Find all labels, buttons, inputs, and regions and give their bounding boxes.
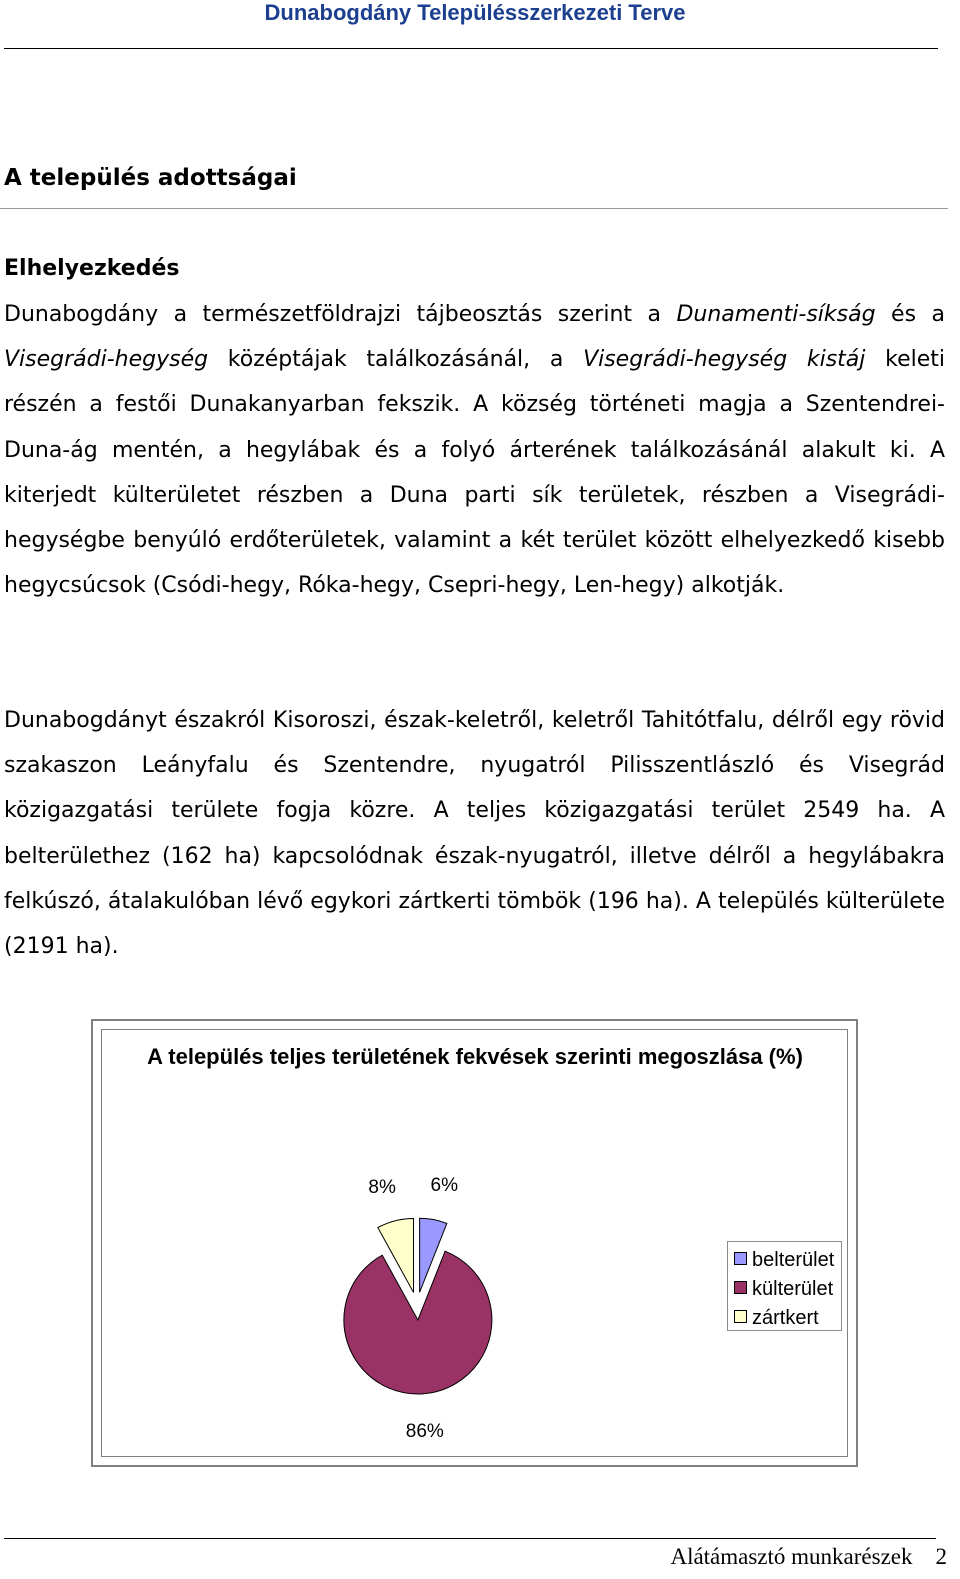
pie-slice-1: [344, 1251, 492, 1394]
legend-swatch: [734, 1310, 747, 1323]
legend-item-belterulet: [734, 1246, 841, 1275]
legend-swatch: [734, 1252, 747, 1265]
pie-label-2: 8%: [368, 1176, 396, 1198]
paragraph-text: középtájak találkozásánál, a: [208, 347, 584, 373]
legend-item-kulterulet: [734, 1275, 841, 1304]
footer: [600, 1543, 947, 1571]
legend-item-zartkert: [734, 1304, 841, 1333]
paragraph-emphasis: Dunamenti-síkság: [676, 302, 876, 327]
paragraph-emphasis: Visegrádi-hegység kistáj: [583, 347, 866, 373]
legend-swatch: [734, 1281, 747, 1294]
paragraph-emphasis: Visegrádi-hegység: [4, 347, 209, 373]
footer-label: Alátámasztó munkarészek: [670, 1544, 913, 1569]
pie-label-0: 6%: [430, 1175, 458, 1197]
paragraph-boundaries: Dunabogdányt északról Kisoroszi, észak-keletről, keletről Tahitótfalu, délről egy rövid szakaszon Leányfalu és Szentendre, nyugatról Pilisszentlászló és Visegrád közigazgatási területe fogja közre. A teljes közigazgatási terület 2549 ha. A belterülethez (162 ha) kapcsolódnak észak-nyugatról, illetve délről a hegylábakra felkúszó, átalakulóban lévő egykori zártkerti tömbök (196 ha). A település külterülete (2191 ha).: [4, 708, 945, 960]
paragraph-text: keleti részén a festői Dunakanyarban fekszik. A község történeti magja a Szentendrei-Duna-ág mentén, a hegylábak és a folyó árterének találkozásánál alakult ki. A kiterjedt külterületet részben a Duna parti sík területek, részben a Visegrádi-hegységbe benyúló erdőterületek, valamint a két terület között elhelyezkedő kisebb hegycsúcsok (Csódi-hegy, Róka-hegy, Csepri-hegy, Len-hegy) alkotják.: [4, 347, 945, 599]
legend-label: belterület: [752, 1249, 835, 1271]
paragraph-text: és a: [875, 302, 945, 327]
chart-title: A település teljes területének fekvések szerinti megoszlása (%): [147, 1044, 803, 1069]
document-header-title: Dunabogdány Településszerkezeti Terve: [264, 0, 686, 25]
chart-legend: [727, 1241, 842, 1331]
legend-label: zártkert: [752, 1307, 819, 1329]
footer-divider: [4, 1538, 936, 1539]
pie-label-1: 86%: [405, 1420, 444, 1442]
section-heading: A település adottságai: [4, 165, 297, 191]
subsection-heading: Elhelyezkedés: [4, 256, 180, 281]
page-number: 2: [935, 1544, 947, 1569]
legend-label: külterület: [752, 1278, 834, 1300]
paragraph-text: Dunabogdány a természetföldrajzi tájbeosztás szerint a: [4, 302, 677, 327]
